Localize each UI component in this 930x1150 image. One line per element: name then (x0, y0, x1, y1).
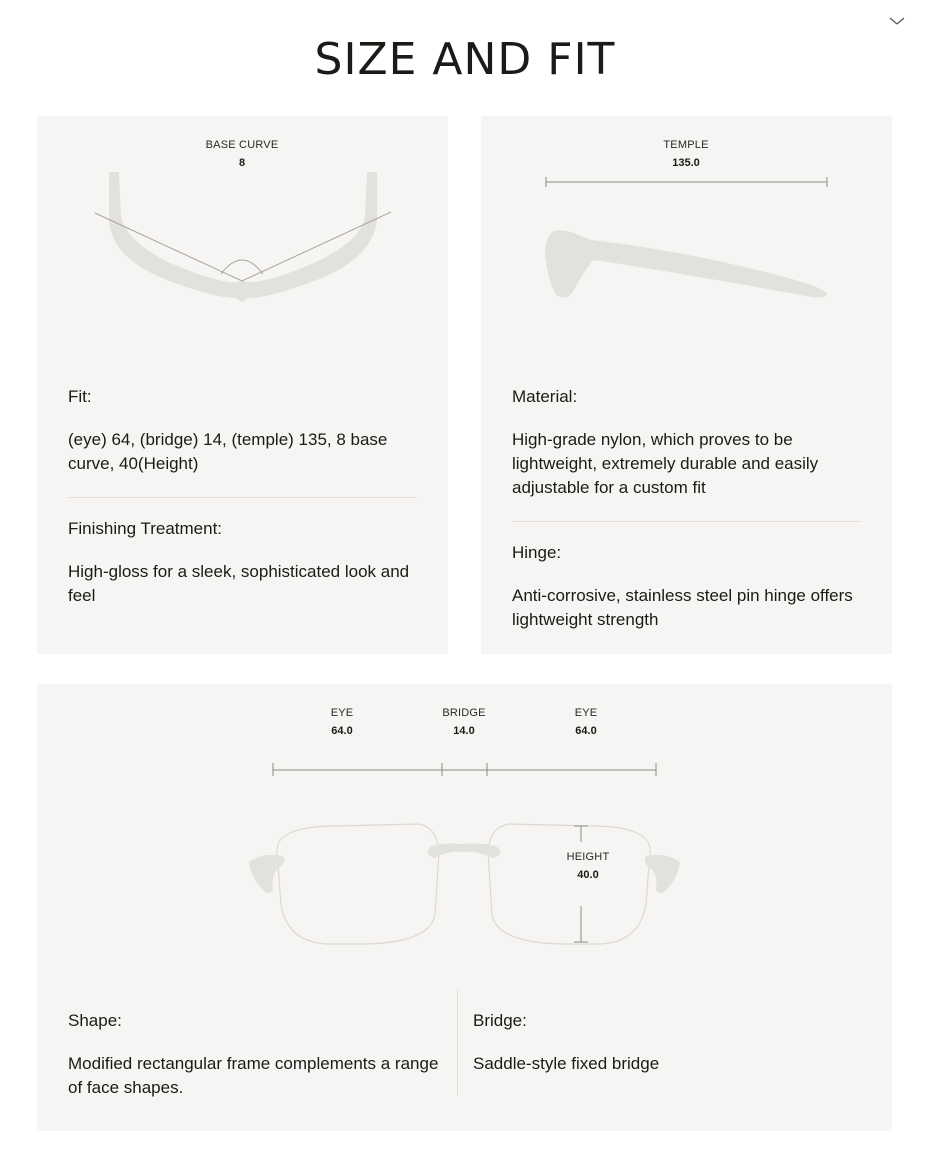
material-heading: Material: (512, 387, 578, 406)
material-panel (481, 116, 892, 654)
shape-spec (68, 1009, 443, 1100)
bridge-label: BRIDGE (442, 707, 486, 719)
bridge-heading: Bridge: (473, 1011, 527, 1030)
material-text: High-grade nylon, which proves to be lightweight, extremely durable and easily adjustable for a custom fit (512, 430, 819, 497)
base-curve-label: BASE CURVE (205, 139, 279, 151)
height-label: HEIGHT (566, 851, 610, 863)
finishing-text: High-gloss for a sleek, sophisticated look and feel (68, 562, 410, 605)
temple-label: TEMPLE (663, 139, 709, 151)
hinge-heading: Hinge: (512, 543, 562, 562)
hinge-spec (512, 541, 861, 632)
finishing-heading: Finishing Treatment: (68, 519, 223, 538)
fit-text: (eye) 64, (bridge) 14, (temple) 135, 8 base curve, 40(Height) (68, 430, 388, 473)
fit-panel (37, 116, 448, 654)
eye-value: 64.0 (331, 725, 353, 737)
fit-spec (68, 385, 417, 476)
material-spec (512, 385, 861, 500)
base-curve-value: 8 (238, 157, 246, 169)
hinge-text: Anti-corrosive, stainless steel pin hinge offers lightweight strength (512, 586, 853, 629)
front-view-glasses-diagram (37, 684, 892, 984)
column-divider (457, 990, 458, 1096)
eye-value: 64.0 (575, 725, 597, 737)
bridge-text: Saddle-style fixed bridge (473, 1054, 660, 1073)
bridge-value: 14.0 (453, 725, 475, 737)
shape-heading: Shape: (68, 1011, 122, 1030)
shape-text: Modified rectangular frame complements a range of face shapes. (68, 1054, 439, 1097)
top-view-glasses-diagram (37, 116, 448, 376)
fit-heading: Fit: (68, 387, 92, 406)
front-panel (37, 684, 892, 1131)
temple-value: 135.0 (672, 157, 700, 169)
height-value: 40.0 (577, 869, 599, 881)
finishing-spec (68, 517, 417, 608)
bridge-spec (473, 1009, 861, 1076)
divider (68, 497, 417, 498)
close-icon[interactable] (888, 14, 906, 28)
divider (512, 521, 861, 522)
height-measure (538, 848, 638, 884)
eye-label: EYE (330, 707, 354, 719)
eye-label: EYE (574, 707, 598, 719)
page-title: SIZE AND FIT (314, 34, 616, 85)
side-view-glasses-diagram (481, 116, 892, 376)
